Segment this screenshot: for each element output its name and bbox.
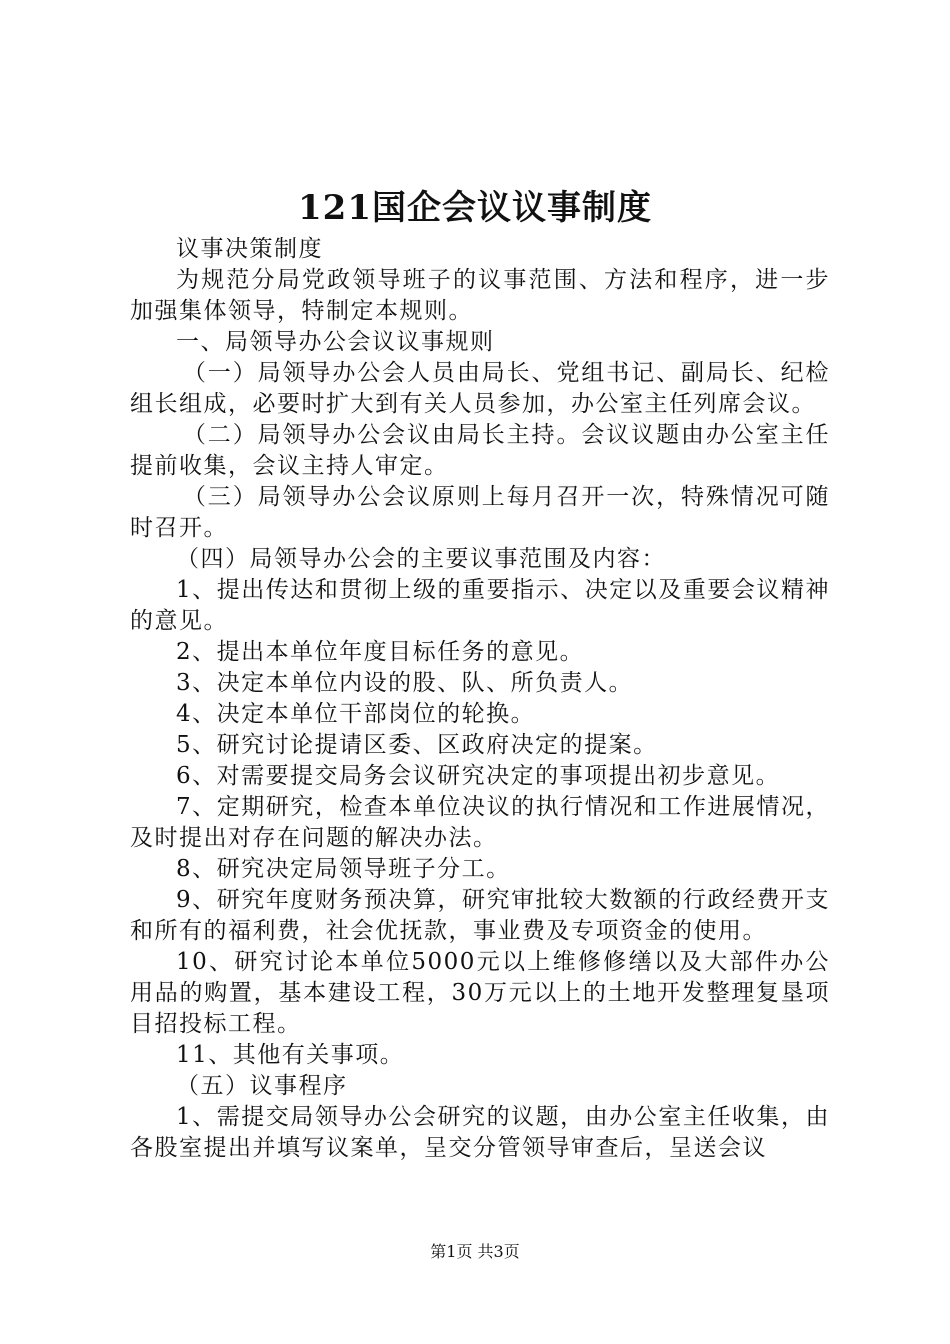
paragraph: （五）议事程序 [176,1073,348,1099]
paragraph: 4、决定本单位干部岗位的轮换。 [176,701,536,727]
paragraph: （四）局领导办公会的主要议事范围及内容： [176,546,666,572]
paragraph: 一、局领导办公会议议事规则 [176,329,495,355]
document-title: 121国企会议议事制度 [298,188,652,228]
paragraph: 3、决定本单位内设的股、队、所负责人。 [176,670,634,696]
paragraph: （一）局领导办公会人员由局长、党组书记、副局长、纪检组长组成，必要时扩大到有关人员参加，办公室主任列席会议。 [130,360,830,417]
paragraph: 7、定期研究，检查本单位决议的执行情况和工作进展情况，及时提出对存在问题的解决办法。 [130,794,830,851]
paragraph: 2、提出本单位年度目标任务的意见。 [176,639,585,665]
paragraph: 10、研究讨论本单位5000元以上维修修缮以及大部件办公用品的购置，基本建设工程，30万元以上的土地开发整理复垦项目招投标工程。 [130,949,830,1037]
paragraph: 6、对需要提交局务会议研究决定的事项提出初步意见。 [176,763,781,789]
paragraph: （二）局领导办公会议由局长主持。会议议题由办公室主任提前收集，会议主持人审定。 [130,422,830,479]
paragraph: 1、提出传达和贯彻上级的重要指示、决定以及重要会议精神的意见。 [130,577,830,634]
paragraph: 11、其他有关事项。 [176,1042,405,1068]
paragraph: 为规范分局党政领导班子的议事范围、方法和程序，进一步加强集体领导，特制定本规则。 [130,267,830,324]
paragraph: （三）局领导办公会议原则上每月召开一次，特殊情况可随时召开。 [130,484,830,541]
paragraph: 8、研究决定局领导班子分工。 [176,856,511,882]
paragraph: 1、需提交局领导办公会研究的议题，由办公室主任收集，由各股室提出并填写议案单，呈交分管领导审查后，呈送会议 [130,1104,830,1161]
page-number-footer: 第1页 共3页 [430,1242,520,1261]
document-body [130,234,830,1164]
paragraph: 议事决策制度 [176,236,323,262]
paragraph: 5、研究讨论提请区委、区政府决定的提案。 [176,732,658,758]
paragraph: 9、研究年度财务预决算，研究审批较大数额的行政经费开支和所有的福利费，社会优抚款，事业费及专项资金的使用。 [130,887,830,944]
